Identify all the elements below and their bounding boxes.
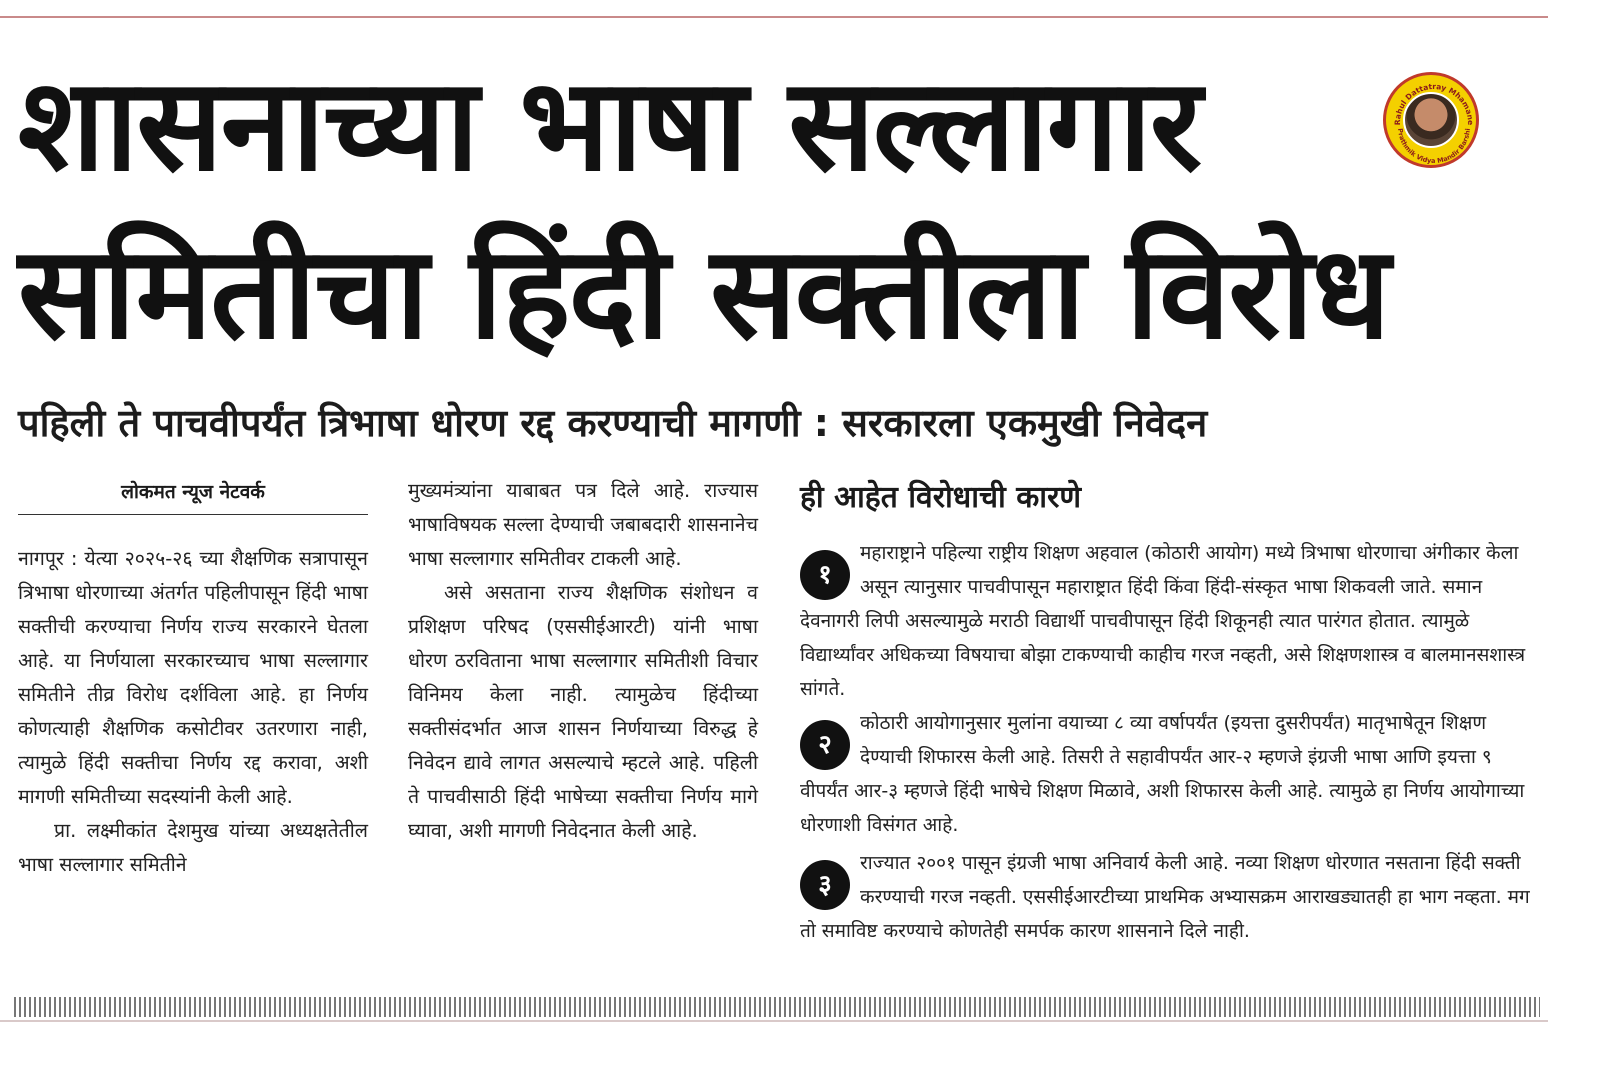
byline: लोकमत न्यूज नेटवर्क xyxy=(121,481,265,503)
reason-text: राज्यात २००१ पासून इंग्रजी भाषा अनिवार्य केली आहे. नव्या शिक्षण धोरणात नसताना हिंदी सक्ती करण्याची गरज नव्हती. एससीईआरटीच्या प्राथमिक अभ्यासक्रम आराखड्यातही हा भाग नव्हता. मग तो समाविष्ट करण्याचे कोणतेही समर्पक कारण शासनाने दिले नाही. xyxy=(800,852,1530,942)
headline-line-2: समितीचा हिंदी सक्तीला विरोध xyxy=(18,219,1389,368)
column-1-paragraph-1: नागपूर : येत्या २०२५-२६ च्या शैक्षणिक सत्रापासून त्रिभाषा धोरणाच्या अंतर्गत पहिलीपासून हिंदी भाषा सक्तीची करण्याचा निर्णय राज्य सरकारने घेतला आहे. या निर्णयाला सरकारच्याच भाषा सल्लागार समितीने तीव्र विरोध दर्शविला आहे. हा निर्णय कोणत्याही शैक्षणिक कसोटीवर उतरणारा नाही, त्यामुळे हिंदी सक्तीचा निर्णय रद्द करावा, अशी मागणी समितीच्या सदस्यांनी केली आहे. xyxy=(18,547,368,808)
headline xyxy=(18,42,1498,378)
author-badge xyxy=(1383,72,1479,168)
bottom-rule xyxy=(0,1020,1548,1022)
badge-text-top: Rahul Dattatray Mhamane xyxy=(1392,82,1476,126)
reason-number-badge: १ xyxy=(800,550,850,600)
badge-ring-text xyxy=(1386,75,1482,171)
subheadline: पहिली ते पाचवीपर्यंत त्रिभाषा धोरण रद्द करण्याची मागणी : सरकारला एकमुखी निवेदन xyxy=(18,401,1208,445)
top-rule xyxy=(0,16,1548,18)
badge-text-bottom: Prathmik Vidya Mandir Barshi xyxy=(1395,127,1472,166)
svg-text:Prathmik Vidya Mandir Barshi xyxy=(1396,128,1472,165)
column-2-paragraph-2: असे असताना राज्य शैक्षणिक संशोधन व प्रशिक्षण परिषद (एससीईआरटी) यांनी भाषा धोरण ठरविताना भाषा सल्लागार समितीशी विचार विनिमय केला नाही. त्यामुळेच हिंदीच्या सक्तीसंदर्भात आज शासन निर्णयाच्या विरुद्ध हे निवेदन द्यावे लागत असल्याचे म्हटले आहे. पहिली ते पाचवीसाठी हिंदी भाषेच्या सक्तीचा निर्णय मागे घ्यावा, अशी मागणी निवेदनात केली आहे. xyxy=(408,581,758,842)
reason-number-badge: २ xyxy=(800,720,850,770)
reason-item xyxy=(800,846,1540,948)
reason-item xyxy=(800,706,1540,842)
reason-text: महाराष्ट्राने पहिल्या राष्ट्रीय शिक्षण अहवाल (कोठारी आयोग) मध्ये त्रिभाषा धोरणाचा अंगीकार केला असून त्यानुसार पाचवीपासून महाराष्ट्रात हिंदी किंवा हिंदी-संस्कृत भाषा शिकवली जाते. समान देवनागरी लिपी असल्यामुळे मराठी विद्यार्थी पाचवीपासून हिंदी शिकूनही त्यात पारंगत होतात. त्यामुळे विद्यार्थ्यांवर अधिकच्या विषयाचा बोझा टाकण्याची काहीच गरज नव्हती, असे शिक्षणशास्त्र व बालमानसशास्त्र सांगते. xyxy=(800,542,1526,700)
article-column-2 xyxy=(408,474,758,848)
svg-text:Rahul Dattatray Mhamane xyxy=(1393,82,1475,125)
column-2-paragraph-1: मुख्यमंत्र्यांना याबाबत पत्र दिले आहे. राज्यास भाषाविषयक सल्ला देण्याची जबाबदारी शासनानेच भाषा सल्लागार समितीवर टाकली आहे. xyxy=(408,479,758,570)
bottom-border-pattern xyxy=(14,997,1540,1017)
reason-text: कोठारी आयोगानुसार मुलांना वयाच्या ८ व्या वर्षापर्यंत (इयत्ता दुसरीपर्यंत) मातृभाषेतून शिक्षण देण्याची शिफारस केली आहे. तिसरी ते सहावीपर्यंत आर-२ म्हणजे इंग्रजी भाषा आणि इयत्ता ९ वीपर्यंत आर-३ म्हणजे हिंदी भाषेचे शिक्षण मिळावे, अशी शिफारस केली आहे. त्यामुळे हा निर्णय आयोगाच्या धोरणाशी विसंगत आहे. xyxy=(800,712,1525,836)
headline-line-1: शासनाच्या भाषा सल्लागार xyxy=(18,51,1201,200)
column-1-paragraph-2: प्रा. लक्ष्मीकांत देशमुख यांच्या अध्यक्षतेतील भाषा सल्लागार समितीने xyxy=(18,819,368,876)
reason-item xyxy=(800,536,1540,706)
reason-number-badge: ३ xyxy=(800,860,850,910)
article-column-1 xyxy=(18,542,368,882)
reasons-title: ही आहेत विरोधाची कारणे xyxy=(800,480,1082,515)
byline-divider xyxy=(18,514,368,515)
